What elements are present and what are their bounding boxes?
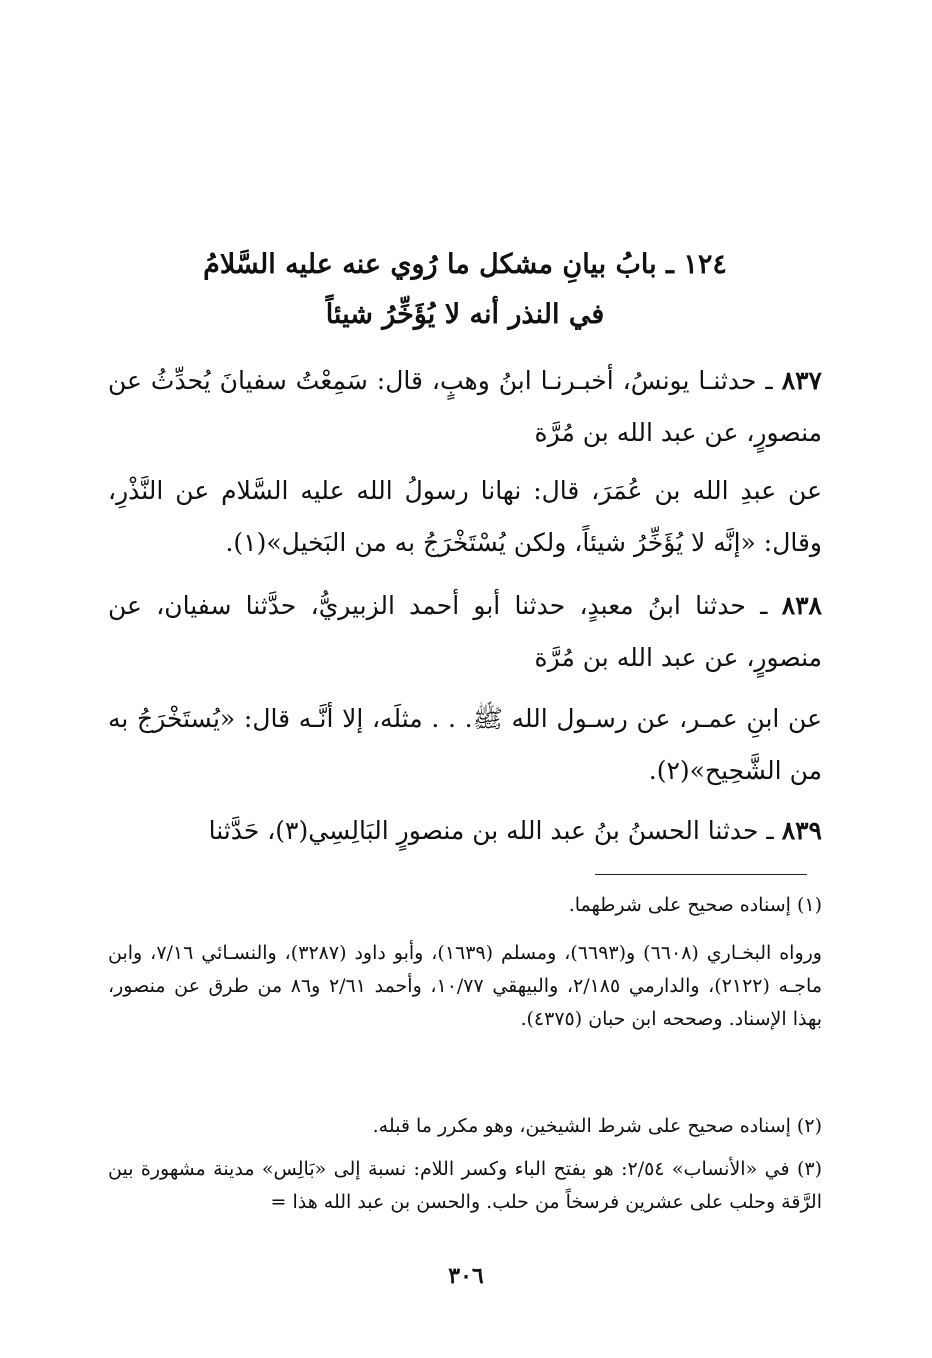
hadith-number: ٨٣٩: [781, 816, 822, 845]
chapter-title-line-1: ١٢٤ ـ بابُ بيانِ مشكل ما رُوي عنه عليه السَّلامُ: [203, 249, 727, 280]
hadith-number: ٨٣٨: [781, 591, 822, 620]
hadith-chain-text: ـ حدثنا الحسنُ بنُ عبد الله بن منصورٍ البَالِسِي(٣)، حَدَّثنا: [208, 816, 782, 845]
footnote-separator: [595, 874, 807, 875]
page-number: ٣٠٦: [448, 1263, 484, 1289]
footnote-3: (٣) في «الأنساب» ٢/٥٤: هو بفتح الباء وكسر اللام: نسبة إلى «بَالِس» مدينة مشهورة بين الرَّقة وحلب على عشرين فرسخاً من حلب. والحسن بن عبد الله هذا =: [108, 1158, 822, 1213]
hadith-chain-text: ـ حدثنـا يونسُ، أخبـرنـا ابنُ وهبٍ، قال: سَمِعْتُ سفيانَ يُحدِّثُ عن منصورٍ، عن عبد الله بن مُرَّة: [108, 366, 822, 447]
hadith-838-text: عن ابنِ عمـر، عن رسـول الله ﷺ. . . مثلَه، إلا أنَّـه قال: «يُستَخْرَجُ به من الشَّحِيح»(٢).: [108, 704, 822, 785]
hadith-number: ٨٣٧: [781, 366, 822, 395]
hadith-chain-text: ـ حدثنا ابنُ معبدٍ، حدثنا أبو أحمد الزبيريُّ، حدَّثنا سفيان، عن منصورٍ، عن عبد الله بن مُرَّة: [108, 591, 822, 672]
chapter-title-line-2: في النذر أنه لا يُؤَخِّرُ شيئاً: [325, 299, 605, 330]
hadith-837-text: عن عبدِ الله بن عُمَرَ، قال: نهانا رسولُ الله عليه السَّلام عن النَّذْرِ، وقال: «إنَّه لا يُؤَخِّرُ شيئاً، ولكن يُسْتَخْرَجُ به من البَخيل»(١).: [108, 476, 822, 557]
hadith-839-chain: [108, 805, 822, 857]
hadith-837-chain: [108, 355, 822, 459]
hadith-838-chain: [108, 580, 822, 684]
footnote-1-body: ورواه البخـاري (٦٦٠٨) و(٦٦٩٣)، ومسلم (١٦٣٩)، وأبو داود (٣٢٨٧)، والنسـائي ٧/١٦، وابن ماجـه (٢١٢٢)، والدارمي ٢/١٨٥، والبيهقي ١٠/٧٧، وأحمد ٢/٦١ و٨٦ من طرق عن منصور، بهذا الإسناد. وصححه ابن حبان (٤٣٧٥).: [108, 942, 822, 1030]
footnote-1-heading: (١) إسناده صحيح على شرطهما.: [568, 894, 822, 916]
footnote-2: (٢) إسناده صحيح على شرط الشيخين، وهو مكرر ما قبله.: [372, 1115, 822, 1137]
